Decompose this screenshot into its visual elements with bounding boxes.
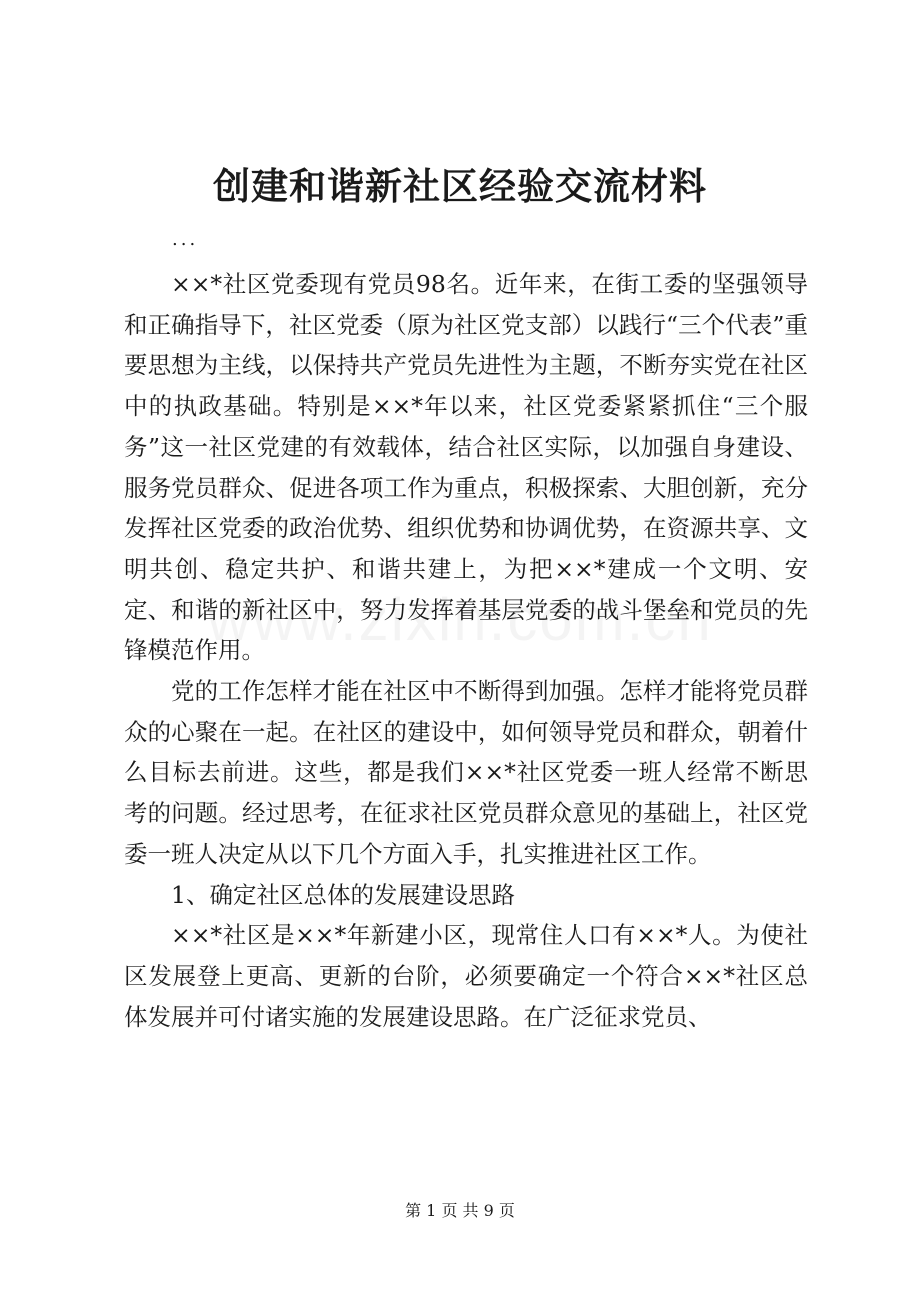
section-heading-1: 1、确定社区总体的发展建设思路 bbox=[171, 880, 515, 909]
paragraph-2: 党的工作怎样才能在社区中不断得到加强。怎样才能将党员群众的心聚在一起。在社区的建设中，如何领导党员和群众，朝着什么目标去前进。这些，都是我们××*社区党委一班人经常不断思考的问题。经过思考，在征求社区党员群众意见的基础上，社区党委一班人决定从以下几个方面入手，扎实推进社区工作。 bbox=[124, 677, 808, 868]
paragraph-1: ××*社区党委现有党员98名。近年来，在街工委的坚强领导和正确指导下，社区党委（原为社区党支部）以践行“三个代表”重要思想为主线，以保持共产党员先进性为主题，不断夯实党在社区中的执政基础。特别是××*年以来，社区党委紧紧抓住“三个服务”这一社区党建的有效载体，结合社区实际，以加强自身建设、服务党员群众、促进各项工作为重点，积极探索、大胆创新，充分发挥社区党委的政治优势、组织优势和协调优势，在资源共享、文明共创、稳定共护、和谐共建上，为把××*建成一个文明、安定、和谐的新社区中，努力发挥着基层党委的战斗堡垒和党员的先锋模范作用。 bbox=[124, 270, 808, 665]
paragraph-3: ××*社区是××*年新建小区，现常住人口有××*人。为使社区发展登上更高、更新的台阶，必须要确定一个符合××*社区总体发展并可付诸实施的发展建设思路。在广泛征求党员、 bbox=[124, 921, 808, 1031]
ellipsis-marker: ... bbox=[172, 229, 199, 250]
page-footer: 第 1 页 共 9 页 bbox=[405, 1201, 515, 1220]
document-title: 创建和谐新社区经验交流材料 bbox=[213, 164, 707, 208]
document-body bbox=[124, 264, 808, 1037]
